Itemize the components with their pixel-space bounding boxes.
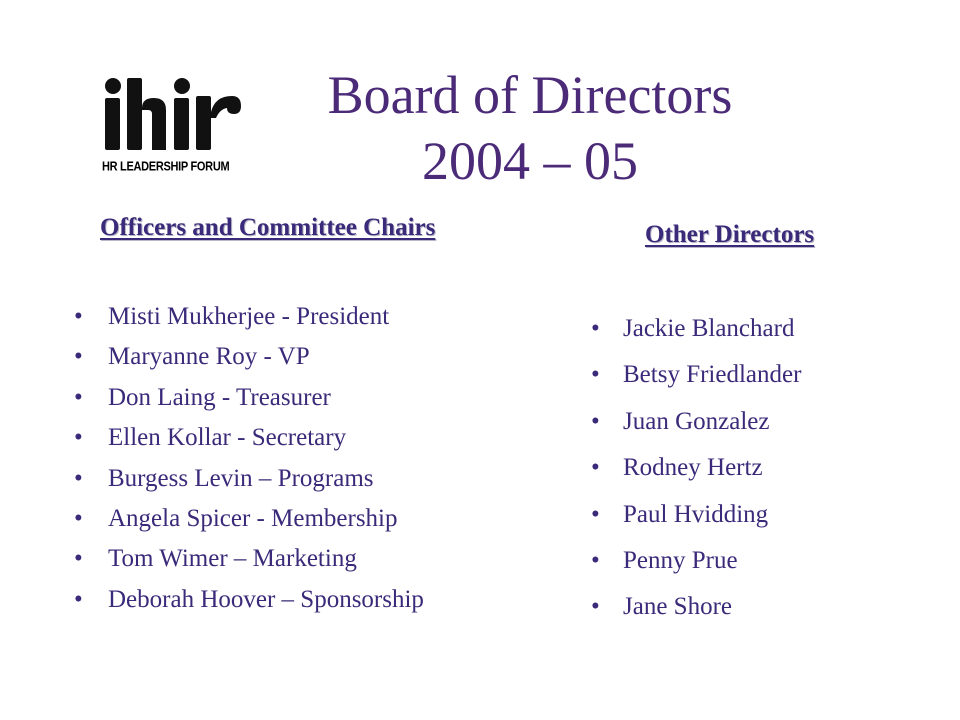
list-item: • Burgess Levin – Programs	[74, 462, 534, 502]
directors-list	[591, 312, 891, 637]
bullet-icon: •	[591, 500, 600, 528]
list-item: • Don Laing - Treasurer	[74, 381, 534, 421]
list-item: • Jane Shore	[591, 590, 891, 636]
directors-heading: Other Directors	[645, 221, 815, 248]
bullet-icon: •	[591, 407, 600, 435]
list-item: • Betsy Friedlander	[591, 358, 891, 404]
officers-list	[74, 300, 534, 623]
bullet-icon: •	[74, 303, 83, 330]
bullet-icon: •	[74, 424, 83, 452]
bullet-icon: •	[591, 546, 600, 574]
list-item: • Ellen Kollar - Secretary	[74, 421, 534, 461]
bullet-icon: •	[74, 464, 83, 492]
list-item: • Misti Mukherjee - President	[74, 300, 534, 340]
list-item: • Deborah Hoover – Sponsorship	[74, 583, 534, 623]
bullet-icon: •	[591, 361, 600, 389]
list-item: • Jackie Blanchard	[591, 312, 891, 358]
bullet-icon: •	[74, 504, 83, 532]
hr-leadership-forum-logo	[100, 76, 245, 176]
list-item: • Paul Hvidding	[591, 498, 891, 544]
bullet-icon: •	[591, 454, 600, 482]
list-item: • Penny Prue	[591, 544, 891, 590]
bullet-icon: •	[74, 343, 83, 371]
list-item: • Maryanne Roy - VP	[74, 340, 534, 380]
bullet-icon: •	[74, 545, 83, 573]
bullet-icon: •	[591, 315, 600, 342]
slide-title	[300, 62, 760, 194]
bullet-icon: •	[591, 593, 600, 621]
bullet-icon: •	[74, 383, 83, 411]
list-item: • Tom Wimer – Marketing	[74, 542, 534, 582]
list-item: • Juan Gonzalez	[591, 405, 891, 451]
ihlr-logo-icon	[100, 76, 245, 162]
title-line-2: 2004 – 05	[422, 131, 638, 191]
list-item: • Rodney Hertz	[591, 451, 891, 497]
logo-caption: HR LEADERSHIP FORUM	[102, 160, 230, 174]
officers-heading: Officers and Committee Chairs	[100, 214, 436, 241]
bullet-icon: •	[74, 585, 83, 613]
list-item: • Angela Spicer - Membership	[74, 502, 534, 542]
title-line-1: Board of Directors	[327, 65, 733, 125]
